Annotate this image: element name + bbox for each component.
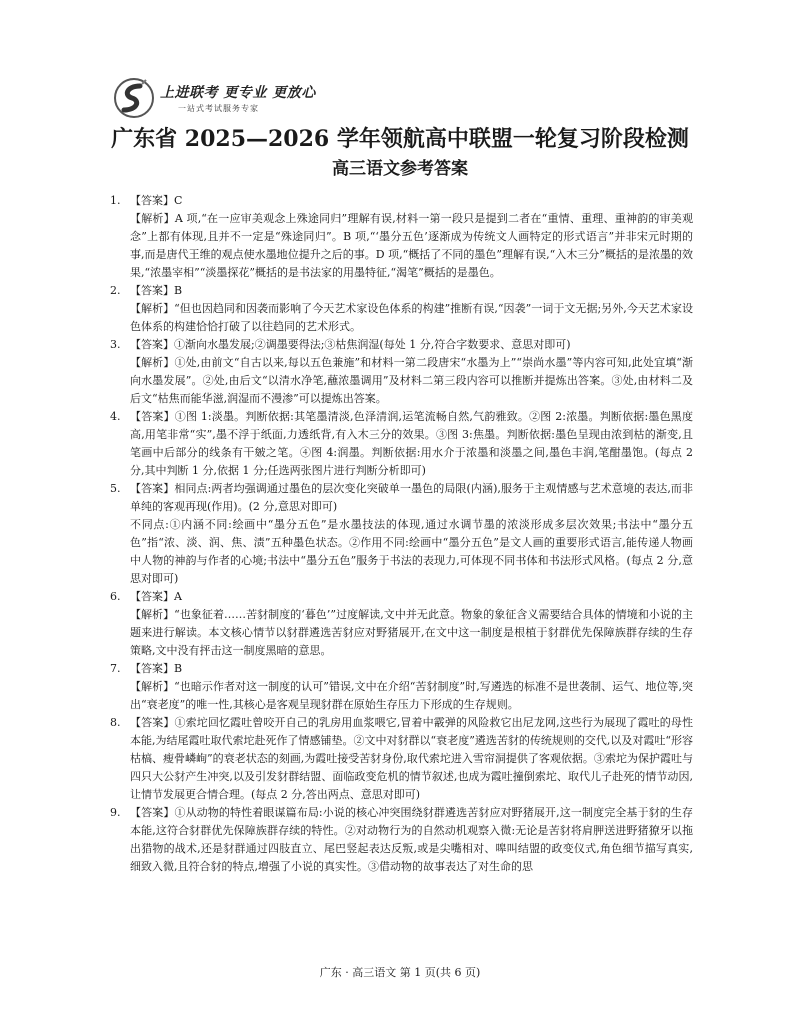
- answer-item: [110, 804, 693, 876]
- answer-line: 【答案】①渐向水墨发展;②调墨要得法;③枯焦润湿(每处 1 分,符合字数要求、意思对即可): [130, 338, 571, 351]
- question-number: 4.: [110, 410, 121, 423]
- question-number: 7.: [110, 662, 121, 675]
- document-subtitle: 高三语文参考答案: [332, 159, 468, 179]
- explanation-paragraph: 【解析】“也暗示作者对这一制度的认可”错误,文中在介绍“苦豺制度”时,写遴选的标准不是世袭制、运气、地位等,突出“衰老度”的唯一性,其核心是客观呈现豺群在原始生存压力下形成的生存规则。: [130, 680, 693, 711]
- question-number: 1.: [110, 194, 121, 207]
- explanation-paragraph: 【解析】①处,由前文“自古以来,每以五色兼施”和材料一第二段唐宋“水墨为上”“崇尚水墨”等内容可知,此处宜填“渐向水墨发展”。②处,由后文“以清水净笔,蘸浓墨调用”及材料二第三段内容可以推断并提炼出答案。③处,由材料二及后文“枯焦而能华滋,润湿而不漫渗”可以提炼出答案。: [130, 356, 693, 405]
- answer-item: [110, 408, 693, 480]
- answer-line: 【答案】A: [130, 590, 182, 603]
- question-number: 2.: [110, 284, 121, 297]
- question-number: 6.: [110, 590, 121, 603]
- answer-line: 【答案】①从动物的特性着眼谋篇布局:小说的核心冲突围绕豺群遴选苦豺应对野猪展开,这一制度完全基于豺的生存本能,这符合豺群优先保障族群存续的特性。②对动物行为的自然动机观察入微:无论是苦豺将肩胛送进野猪獠牙以拖出猎物的战术,还是豺群通过四肢直立、尾巴竖起表达反叛,或是尖嘴相对、嗥叫结盟的政变仪式,角色细节描写真实,细致入微,且符合豺的特点,增强了小说的真实性。③借动物的故事表达了对生命的思: [130, 806, 693, 873]
- question-number: 8.: [110, 716, 121, 729]
- answer-item: [110, 336, 693, 408]
- question-number: 5.: [110, 482, 121, 495]
- answer-item: [110, 714, 693, 804]
- explanation-paragraph: 【解析】“也象征着……苦豺制度的‘暮色’”过度解读,文中并无此意。物象的象征含义需要结合具体的情境和小说的主题来进行解读。本文核心情节以豺群遴选苦豺应对野猪展开,在文中这一制度是根植于豺群优先保障族群存续的生存策略,文中没有抨击这一制度黑暗的意思。: [130, 608, 693, 657]
- logo-tagline: 一站式考试服务专家: [178, 104, 259, 113]
- answer-line: 【答案】相同点:两者均强调通过墨色的层次变化突破单一墨色的局限(内涵),服务于主观情感与艺术意境的表达,而非单纯的客观再现(作用)。(2 分,意思对即可): [130, 482, 693, 513]
- publisher-logo: [112, 76, 332, 124]
- logo-mark-icon: [112, 76, 156, 120]
- question-number: 9.: [110, 806, 121, 819]
- question-number: 3.: [110, 338, 121, 351]
- answer-line: 【答案】B: [130, 662, 183, 675]
- explanation-paragraph: 【解析】“但也因趋同和因袭而影响了今天艺术家设色体系的构建”推断有误,“因袭”一词于文无据;另外,今天艺术家设色体系的构建恰恰打破了以往趋同的艺术形式。: [130, 302, 693, 333]
- answer-item: [110, 588, 693, 660]
- answer-line: 【答案】B: [130, 284, 183, 297]
- page-footer: 广东 · 高三语文 第 1 页(共 6 页): [319, 966, 481, 979]
- answer-item: [110, 192, 693, 282]
- explanation-paragraph: 【解析】A 项,“在一应审美观念上殊途同归”理解有误,材料一第一段只是提到二者在“重情、重理、重神韵的审美观念”上都有体现,且并不一定是“殊途同归”。B 项,“‘墨分五色’逐渐成为传统文人画特定的形式语言”并非宋元时期的事,而是唐代王维的观点使水墨地位提升之后的事。D 项,“概括了不同的墨色”理解有误,“入木三分”概括的是浓墨的效果,“浓墨宰相”“淡墨探花”概括的是书法家的用墨特征,“渴笔”概括的是墨色。: [130, 212, 693, 279]
- explanation-paragraph: 不同点:①内涵不同:绘画中“墨分五色”是水墨技法的体现,通过水调节墨的浓淡形成多层次效果;书法中“墨分五色”指“浓、淡、润、焦、渍”五种墨色状态。②作用不同:绘画中“墨分五色”是文人画的重要形式语言,能传递人物画中人物的神韵与作者的心境;书法中“墨分五色”服务于书法的表现力,可体现不同书体和书法形式风格。(每点 2 分,意思对即可): [130, 518, 693, 585]
- answer-line: 【答案】①索坨回忆霞吐曾咬开自己的乳房用血浆喂它,冒着中霰弹的风险救它出尼龙网,这些行为展现了霞吐的母性本能,为结尾霞吐取代索坨赴死作了情感铺垫。②文中对豺群以“衰老度”遴选苦豺的传统规则的交代,以及对霞吐“形容枯槁、瘦骨嶙峋”的衰老状态的刻画,为霞吐接受苦豺身份,取代索坨进入雪帘洞提供了客观依据。③索坨为保护霞吐与四只大公豺产生冲突,以及引发豺群结盟、面临政变危机的情节叙述,也成为霞吐撞倒索坨、取代儿子赴死的情节动因,让情节发展更合情合理。(每点 2 分,答出两点、意思对即可): [130, 716, 693, 801]
- answer-line: 【答案】C: [130, 194, 183, 207]
- answer-item: [110, 480, 693, 588]
- answer-line: 【答案】①图 1:淡墨。判断依据:其笔墨清淡,色泽清润,运笔流畅自然,气韵雅致。②图 2:浓墨。判断依据:墨色黑度高,用笔非常“实”,墨不浮于纸面,力透纸背,有入木三分的效果。③图 3:焦墨。判断依据:墨色呈现由浓到枯的渐变,且笔画中后部分的线条有干皴之笔。④图 4:润墨。判断依据:用水介于浓墨和淡墨之间,墨色丰润,笔酣墨饱。(每点 2 分,其中判断 1 分,依据 1 分;任选两张图片进行判断分析即可): [130, 410, 693, 477]
- answer-item: [110, 660, 693, 714]
- answer-item: [110, 282, 693, 336]
- answer-list: [110, 192, 693, 876]
- logo-slogan: 上进联考 更专业 更放心: [160, 85, 316, 101]
- document-title: 广东省 2025—2026 学年领航高中联盟一轮复习阶段检测: [111, 126, 689, 152]
